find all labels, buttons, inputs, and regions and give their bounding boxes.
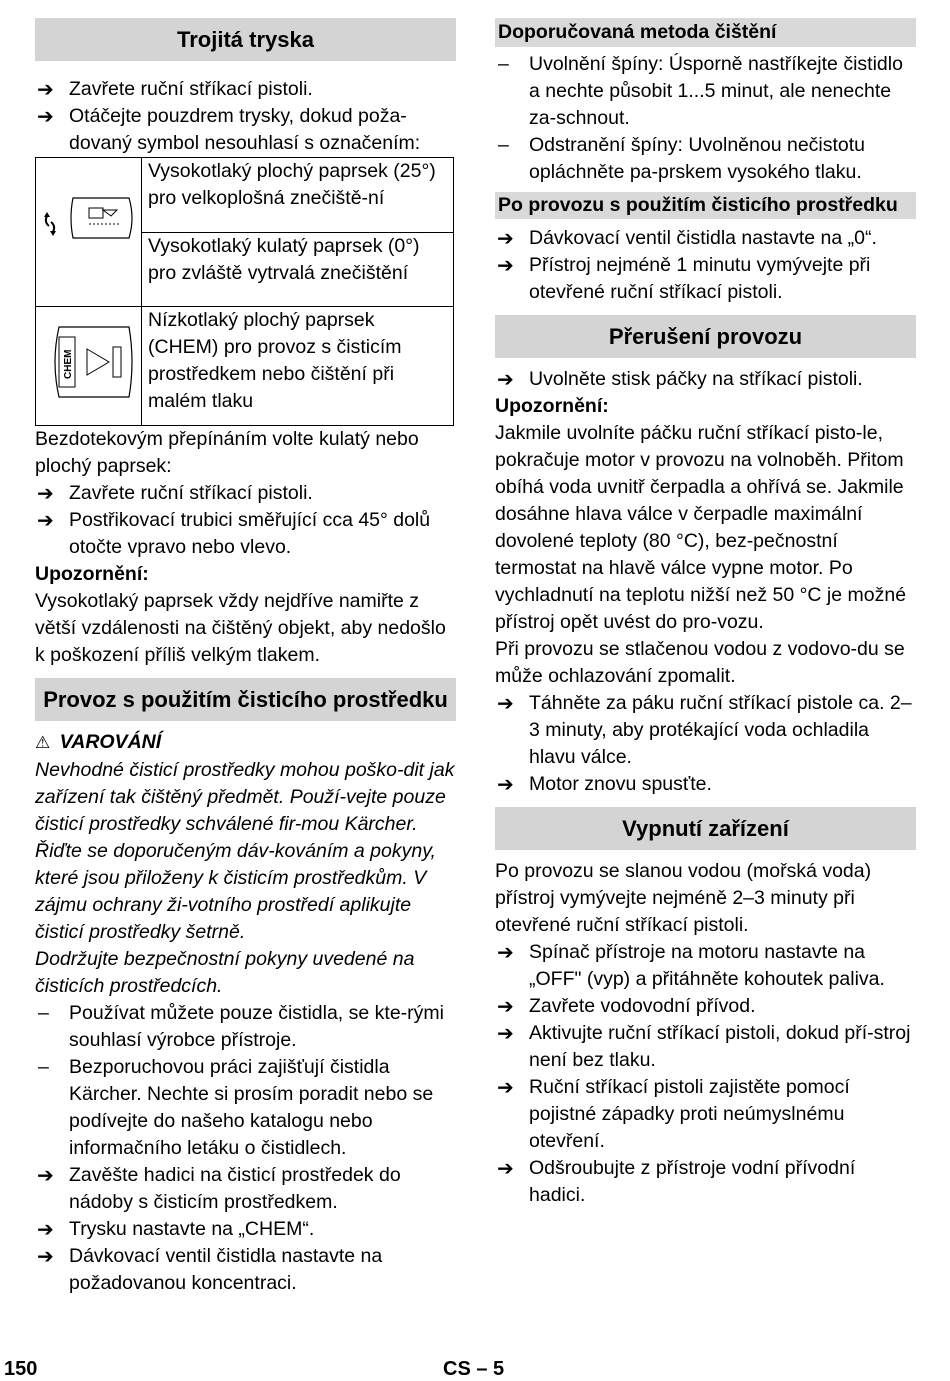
paragraph: Po provozu se slanou vodou (mořská voda) přístroj vymývejte nejméně 2–3 minuty při otevřené ruční stříkací pistoli. [495,860,872,936]
section-heading-interruption: Přerušení provozu [495,315,916,358]
instruction: ➔ Postřikovací trubici směřující cca 45° dolů otočte vpravo nebo vlevo. [35,507,456,561]
dash-item: – Odstranění špíny: Uvolněnou nečistotu opláchněte pa-prskem vysokého tlaku. [495,132,916,186]
instruction: ➔ Ruční stříkací pistoli zajistěte pomocí pojistné západky proti neúmyslnému otevření. [495,1074,916,1155]
paragraph: Vysokotlaký paprsek vždy nejdříve namiřte z větší vzdálenosti na čištěný objekt, aby nedošlo k poškození příliš velkým tlakem. [35,590,446,666]
paragraph: Jakmile uvolníte páčku ruční stříkací pisto-le, pokračuje motor v provozu na volnoběh. Přitom obíhá voda uvnitř čerpadla a ohřívá se. Jakmile dosáhne hlava válce v čerpadle maximální dovolené teploty (80 °C), bez-pečnostní termostat na hlavě válce vypne motor. Po vychladnutí na teplotu nižší než 50 °C je možné přístroj opět uvést do pro-vozu. [495,422,907,633]
dash-item: – Bezporuchovou práci zajišťují čistidla Kärcher. Nechte si prosím poradit nebo se podívejte do našeho katalogu nebo informačního letáku o čistidlech. [35,1054,456,1162]
page-number: 150 [4,1358,38,1380]
warning-icon: ⚠ [35,733,51,753]
nozzle-table [35,157,454,426]
instruction: ➔ Spínač přístroje na motoru nastavte na „OFF" (vyp) a přitáhněte kohoutek paliva. [495,939,916,993]
instruction: ➔ Otáčejte pouzdrem trysky, dokud poža-dovaný symbol nesouhlasí s označením: [35,103,456,157]
paragraph: Bezdotekovým přepínáním volte kulatý nebo plochý paprsek: [35,428,419,477]
warning-title [35,729,456,757]
nozzle-desc-chem: Nízkotlaký plochý paprsek (CHEM) pro provoz s čisticím prostředkem nebo čištění při malém tlaku [142,307,454,426]
nozzle-image-high-pressure [36,158,142,307]
instruction: ➔ Zavřete ruční stříkací pistoli. [35,480,456,507]
right-column [495,18,916,1209]
section-heading-triple-nozzle: Trojitá tryska [35,18,456,61]
instruction: ➔ Uvolněte stisk páčky na stříkací pistoli. [495,366,916,393]
dash-item: – Používat můžete pouze čistidla, se kte-rými souhlasí výrobce přístroje. [35,1000,456,1054]
nozzle-drawing [39,158,139,298]
note-label: Upozornění: [495,395,609,417]
instruction: ➔ Zavěšte hadici na čisticí prostředek do nádoby s čisticím prostředkem. [35,1162,456,1216]
section-heading-recommended-method: Doporučovaná metoda čištění [495,18,916,47]
section-heading-shutdown: Vypnutí zařízení [495,807,916,850]
page-code: CS – 5 [443,1358,505,1380]
warning-text: Nevhodné čisticí prostředky mohou poško-dit jak zařízení tak čištěný předmět. Použí-vejte pouze čisticí prostředky schválené fir-mou Kärcher. Řiďte se doporučeným dáv-kováním a pokyny, které jsou přiloženy k čisticím prostředkům. V zájmu ochrany ži-votního prostředí aplikujte čisticí prostředky šetrně. [35,759,455,943]
paragraph: Při provozu se stlačenou vodou z vodovo-du se může ochlazování zpomalit. [495,638,905,687]
section-heading-detergent-operation: Provoz s použitím čisticího prostředku [35,678,456,721]
warning-label: VAROVÁNÍ [59,731,162,753]
note-label: Upozornění: [35,563,149,585]
instruction: ➔ Přístroj nejméně 1 minutu vymývejte při otevřené ruční stříkací pistoli. [495,252,916,306]
nozzle-image-chem [36,307,142,426]
instruction: ➔ Trysku nastavte na „CHEM“. [35,1216,456,1243]
section-heading-after-detergent: Po provozu s použitím čisticího prostředku [495,192,916,219]
instruction: ➔ Dávkovací ventil čistidla nastavte na „0“. [495,225,916,252]
instruction: ➔ Dávkovací ventil čistidla nastavte na požadovanou koncentraci. [35,1243,456,1297]
chem-label: CHEM [62,349,74,379]
instruction: ➔ Zavřete vodovodní přívod. [495,993,916,1020]
warning-text: Dodržujte bezpečnostní pokyny uvedené na čisticích prostředcích. [35,948,415,997]
instruction: ➔ Táhněte za páku ruční stříkací pistole ca. 2–3 minuty, aby protékající voda ochladila hlavu válce. [495,690,916,771]
nozzle-desc-0: Vysokotlaký kulatý paprsek (0°) pro zvláště vytrvalá znečištění [142,232,454,307]
nozzle-chem-drawing [39,307,139,417]
instruction: ➔ Zavřete ruční stříkací pistoli. [35,76,456,103]
nozzle-desc-25: Vysokotlaký plochý paprsek (25°) pro velkoplošná znečiště-ní [142,158,454,233]
instruction: ➔ Odšroubujte z přístroje vodní přívodní hadici. [495,1155,916,1209]
instruction: ➔ Aktivujte ruční stříkací pistoli, dokud pří-stroj není bez tlaku. [495,1020,916,1074]
instruction: ➔ Motor znovu spusťte. [495,771,916,798]
dash-item: – Uvolnění špíny: Úsporně nastříkejte čistidlo a nechte působit 1...5 minut, ale nenechte za-schnout. [495,51,916,132]
left-column [35,18,456,1297]
